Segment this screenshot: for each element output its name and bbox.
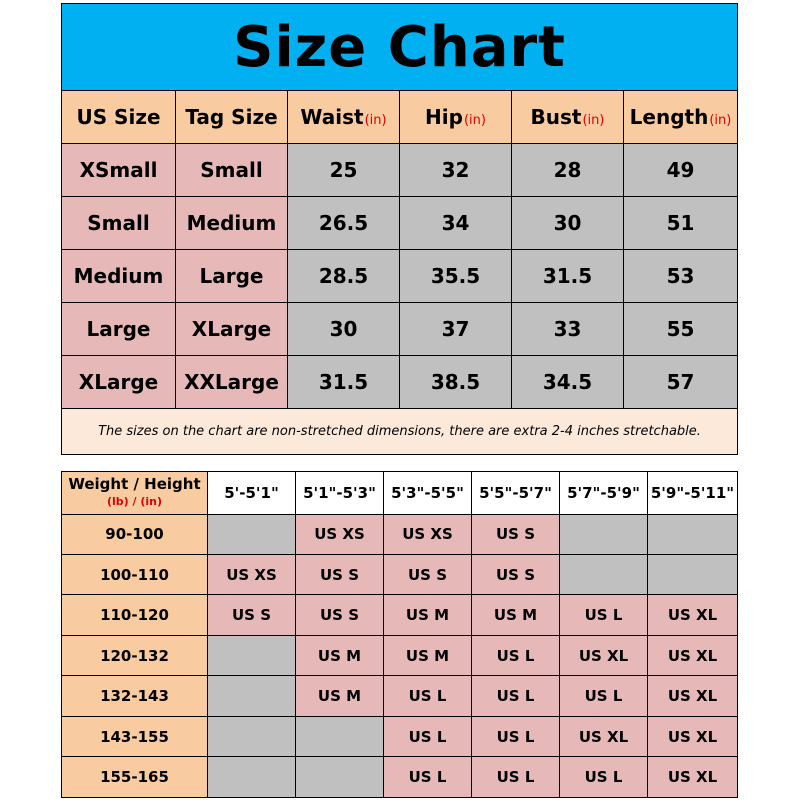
empty-cell (560, 555, 648, 595)
size-recommendation-cell: US S (296, 595, 384, 635)
size-recommendation-cell: US L (472, 757, 560, 798)
measurement-cell: 34.5 (512, 356, 624, 409)
size-recommendation-cell: US L (560, 757, 648, 798)
size-chart-row (62, 144, 738, 197)
weight-height-corner-cell (62, 472, 208, 515)
size-chart-note: The sizes on the chart are non-stretched dimensions, there are extra 2-4 inches stretchable. (62, 409, 738, 455)
header-label: Bust (530, 105, 582, 129)
size-recommendation-cell: US L (384, 757, 472, 798)
corner-unit: (lb) / (in) (106, 494, 163, 508)
size-recommendation-cell: US S (472, 514, 560, 554)
measurement-cell: 53 (624, 250, 738, 303)
empty-cell (648, 514, 738, 554)
weight-chart-row (62, 555, 738, 595)
weight-chart-row (62, 595, 738, 635)
size-recommendation-cell: US M (384, 635, 472, 675)
size-recommendation-cell: US M (296, 635, 384, 675)
size-recommendation-cell: US S (296, 555, 384, 595)
size-recommendation-cell: US S (472, 555, 560, 595)
size-recommendation-cell: US M (384, 595, 472, 635)
size-recommendation-cell: US L (472, 716, 560, 756)
measurement-cell: 57 (624, 356, 738, 409)
weight-chart-row (62, 716, 738, 756)
size-recommendation-cell: US M (296, 676, 384, 716)
weight-range-cell: 155-165 (62, 757, 208, 798)
size-recommendation-cell: US L (560, 595, 648, 635)
measurement-cell: 30 (288, 303, 400, 356)
size-recommendation-cell: US XS (384, 514, 472, 554)
measurement-cell: 49 (624, 144, 738, 197)
tag-size-cell: Small (176, 144, 288, 197)
weight-chart-row (62, 676, 738, 716)
weight-chart-header-row (62, 472, 738, 515)
size-recommendation-cell: US L (560, 676, 648, 716)
us-size-cell: XLarge (62, 356, 176, 409)
size-chart-header-cell (62, 91, 176, 144)
header-label: Tag Size (185, 105, 278, 129)
measurement-cell: 34 (400, 197, 512, 250)
size-recommendation-cell: US S (208, 595, 296, 635)
header-unit: (in) (709, 113, 732, 128)
size-chart-table (61, 3, 738, 455)
size-chart-header-cell (512, 91, 624, 144)
size-recommendation-cell: US L (384, 716, 472, 756)
weight-range-cell: 100-110 (62, 555, 208, 595)
tag-size-cell: XLarge (176, 303, 288, 356)
height-header-cell: 5'7"-5'9" (560, 472, 648, 515)
header-unit: (in) (364, 113, 387, 128)
size-recommendation-cell: US L (384, 676, 472, 716)
measurement-cell: 32 (400, 144, 512, 197)
tag-size-cell: Large (176, 250, 288, 303)
size-chart-title: Size Chart (62, 4, 738, 91)
size-recommendation-cell: US L (472, 635, 560, 675)
size-chart-row (62, 250, 738, 303)
empty-cell (208, 514, 296, 554)
size-recommendation-cell: US XL (560, 716, 648, 756)
measurement-cell: 30 (512, 197, 624, 250)
weight-range-cell: 120-132 (62, 635, 208, 675)
size-recommendation-cell: US XL (648, 757, 738, 798)
weight-chart-row (62, 757, 738, 798)
height-header-cell: 5'-5'1" (208, 472, 296, 515)
size-recommendation-cell: US S (384, 555, 472, 595)
us-size-cell: Small (62, 197, 176, 250)
measurement-cell: 31.5 (512, 250, 624, 303)
empty-cell (208, 716, 296, 756)
size-chart-header-cell (624, 91, 738, 144)
weight-height-table (61, 471, 738, 798)
weight-chart-row (62, 635, 738, 675)
size-chart-row (62, 303, 738, 356)
height-header-cell: 5'1"-5'3" (296, 472, 384, 515)
size-recommendation-cell: US XL (648, 716, 738, 756)
us-size-cell: XSmall (62, 144, 176, 197)
us-size-cell: Large (62, 303, 176, 356)
weight-range-cell: 143-155 (62, 716, 208, 756)
empty-cell (648, 555, 738, 595)
tag-size-cell: XXLarge (176, 356, 288, 409)
height-header-cell: 5'9"-5'11" (648, 472, 738, 515)
size-recommendation-cell: US L (472, 676, 560, 716)
header-label: Length (629, 105, 709, 129)
size-recommendation-cell: US XL (648, 595, 738, 635)
size-recommendation-cell: US XL (648, 676, 738, 716)
size-chart-header-cell (288, 91, 400, 144)
size-chart-header-row (62, 91, 738, 144)
header-label: Waist (300, 105, 364, 129)
header-label: Hip (425, 105, 463, 129)
size-recommendation-cell: US XS (208, 555, 296, 595)
measurement-cell: 31.5 (288, 356, 400, 409)
measurement-cell: 38.5 (400, 356, 512, 409)
size-chart-row (62, 197, 738, 250)
empty-cell (296, 716, 384, 756)
size-chart-note-row (62, 409, 738, 455)
weight-range-cell: 110-120 (62, 595, 208, 635)
empty-cell (208, 757, 296, 798)
size-recommendation-cell: US XS (296, 514, 384, 554)
measurement-cell: 25 (288, 144, 400, 197)
height-header-cell: 5'3"-5'5" (384, 472, 472, 515)
tag-size-cell: Medium (176, 197, 288, 250)
us-size-cell: Medium (62, 250, 176, 303)
measurement-cell: 26.5 (288, 197, 400, 250)
measurement-cell: 28.5 (288, 250, 400, 303)
corner-label: Weight / Height (68, 474, 201, 493)
header-unit: (in) (582, 113, 605, 128)
size-recommendation-cell: US XL (648, 635, 738, 675)
size-recommendation-cell: US XL (560, 635, 648, 675)
measurement-cell: 28 (512, 144, 624, 197)
empty-cell (296, 757, 384, 798)
weight-range-cell: 90-100 (62, 514, 208, 554)
empty-cell (560, 514, 648, 554)
header-label: US Size (76, 105, 161, 129)
weight-range-cell: 132-143 (62, 676, 208, 716)
size-chart-header-cell (400, 91, 512, 144)
header-unit: (in) (463, 113, 486, 128)
height-header-cell: 5'5"-5'7" (472, 472, 560, 515)
measurement-cell: 55 (624, 303, 738, 356)
measurement-cell: 33 (512, 303, 624, 356)
empty-cell (208, 635, 296, 675)
measurement-cell: 51 (624, 197, 738, 250)
measurement-cell: 35.5 (400, 250, 512, 303)
size-recommendation-cell: US M (472, 595, 560, 635)
empty-cell (208, 676, 296, 716)
weight-chart-row (62, 514, 738, 554)
size-chart-header-cell (176, 91, 288, 144)
size-chart-row (62, 356, 738, 409)
measurement-cell: 37 (400, 303, 512, 356)
